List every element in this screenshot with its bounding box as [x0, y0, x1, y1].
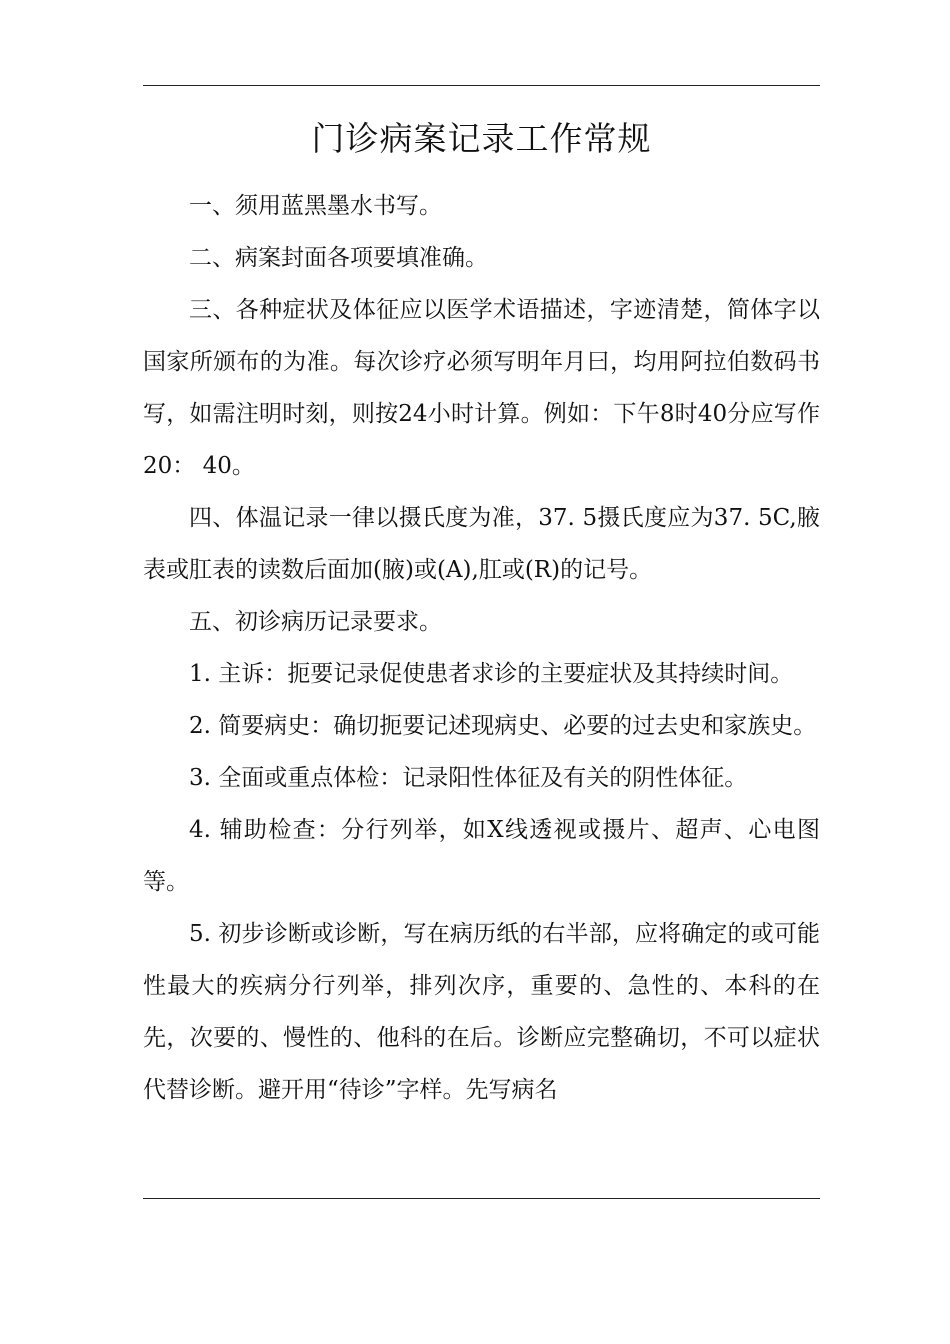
- document-body: [143, 180, 820, 1116]
- paragraph-physical-exam: 3. 全面或重点体检：记录阳性体征及有关的阴性体征。: [189, 765, 748, 791]
- footer-rule: [143, 1198, 820, 1199]
- paragraph-item-3: 三、各种症状及体征应以医学术语描述，字迹清楚，简体字以国家所颁布的为准。每次诊疗必须写明年月曰，均用阿拉伯数码书写，如需注明时刻，则按24小时计算。例如：下午8时40分应写作20： 40。: [143, 297, 820, 479]
- paragraph-brief-history: 2. 简要病史：确切扼要记述现病史、必要的过去史和家族史。: [189, 713, 817, 739]
- paragraph-diagnosis: 5. 初步诊断或诊断，写在病历纸的右半部，应将确定的或可能性最大的疾病分行列举，排列次序，重要的、急性的、本科的在先，次要的、慢性的、他科的在后。诊断应完整确切，不可以症状代替诊断。避开用“待诊”字样。先写病名: [143, 921, 820, 1103]
- document-title: 门诊病案记录工作常规: [311, 119, 652, 158]
- paragraph-item-1: 一、须用蓝黑墨水书写。: [189, 193, 442, 219]
- paragraph-item-2: 二、病案封面各项要填准确。: [189, 245, 488, 271]
- paragraph-chief-complaint: 1. 主诉：扼要记录促使患者求诊的主要症状及其持续时间。: [189, 661, 794, 687]
- paragraph-auxiliary-exam: 4. 辅助检查：分行列举，如X线透视或摄片、超声、心电图等。: [143, 817, 820, 895]
- paragraph-item-5: 五、初诊病历记录要求。: [189, 609, 442, 635]
- header-rule: [143, 85, 820, 86]
- paragraph-item-4: 四、体温记录一律以摄氏度为准，37. 5摄氏度应为37. 5C,腋表或肛表的读数后面加(腋)或(A),肛或(R)的记号。: [143, 505, 820, 583]
